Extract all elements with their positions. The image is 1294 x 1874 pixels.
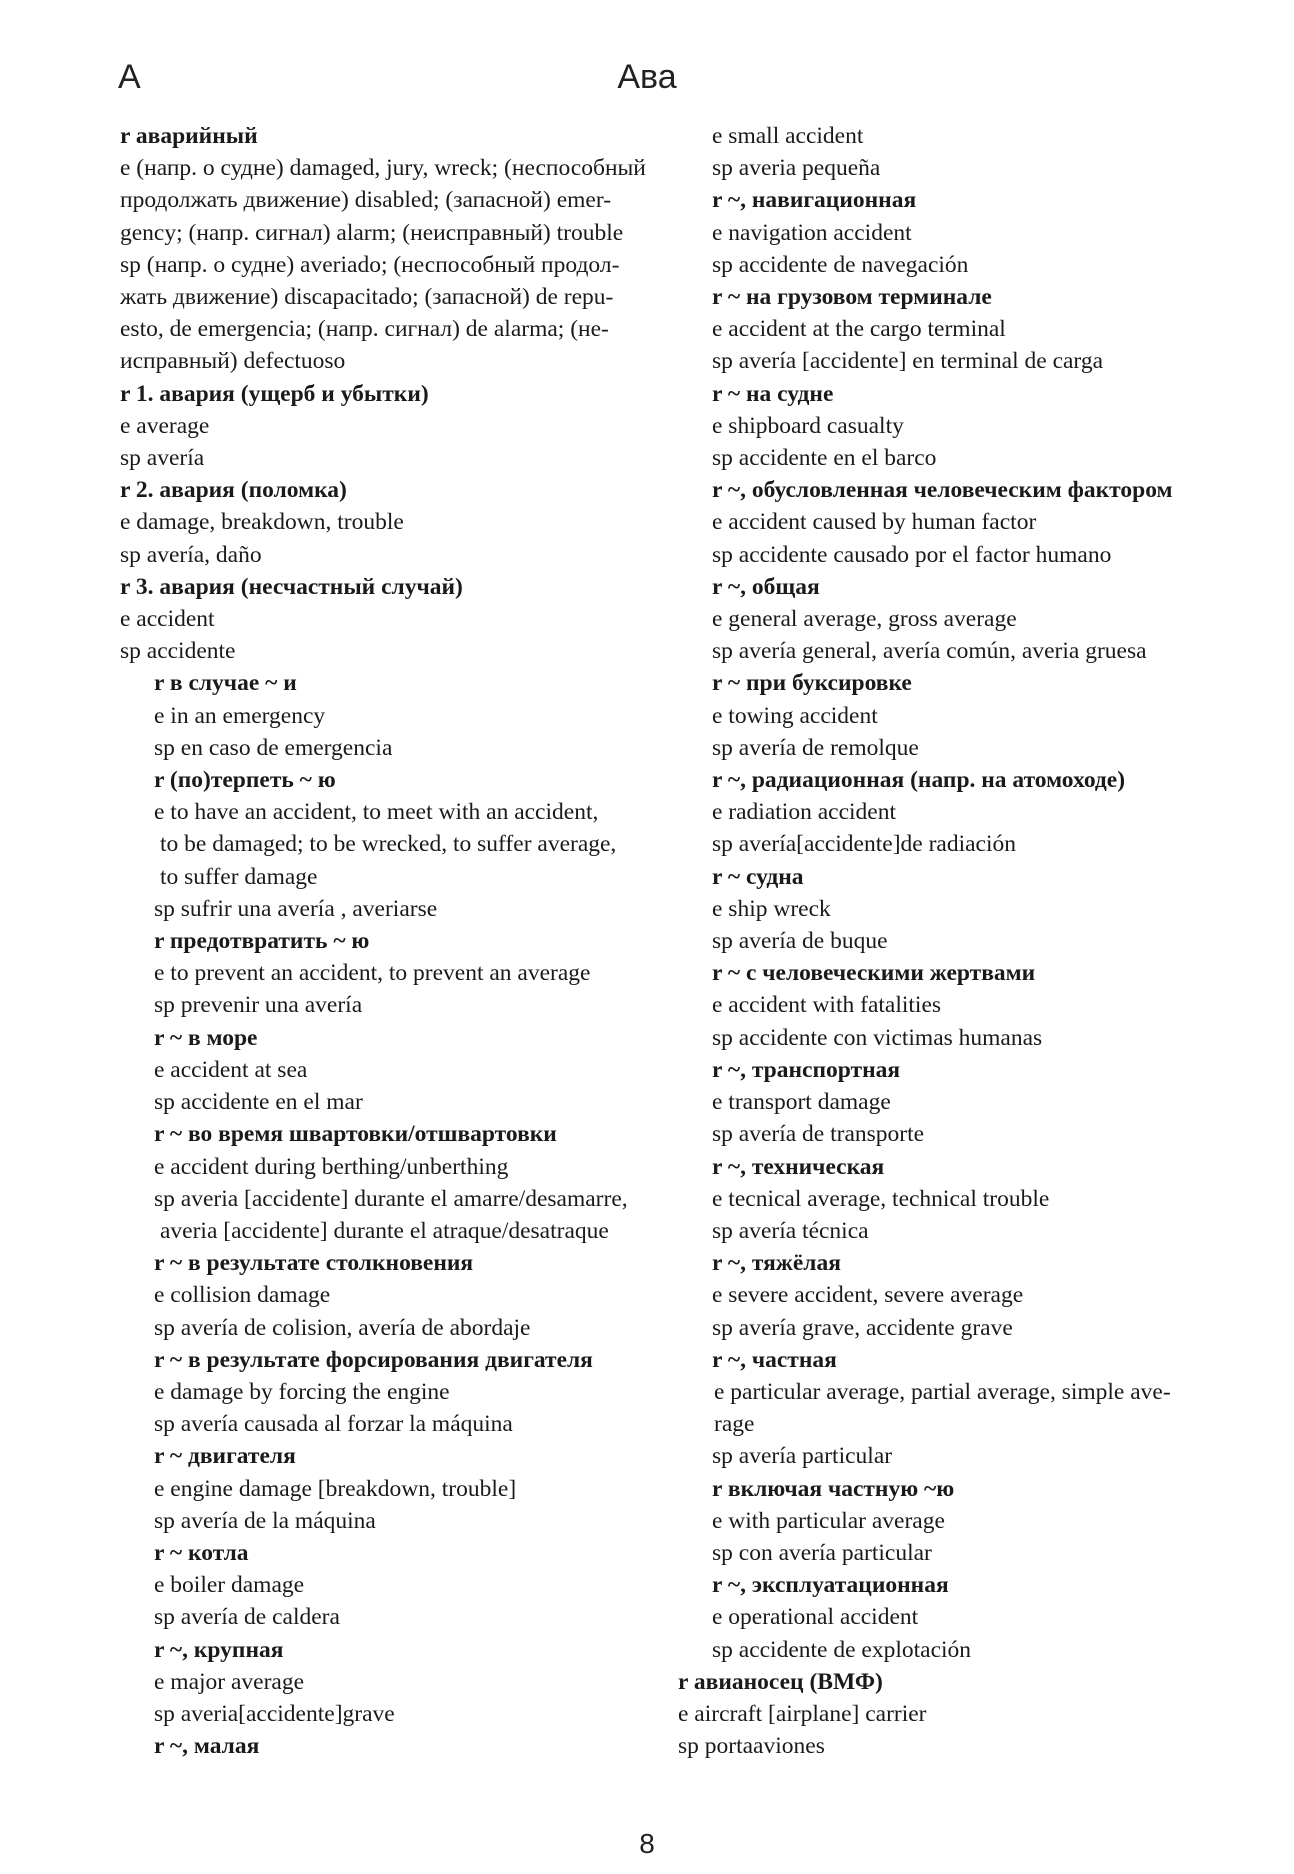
left-entry-line: sp prevenir una avería [154, 992, 363, 1019]
right-entry-line: e shipboard casualty [712, 412, 904, 439]
left-entry-line: sp en caso de emergencia [154, 734, 393, 761]
left-entry-line: e in an emergency [154, 702, 326, 729]
right-entry-line: sp con avería particular [712, 1539, 932, 1566]
section-letter: А [118, 58, 141, 96]
left-entry-line: r в случае ~ и [154, 670, 297, 697]
right-entry-line: r ~, частная [712, 1346, 837, 1373]
right-entry-line: sp avería de remolque [712, 734, 919, 761]
right-entry-line: sp avería de transporte [712, 1121, 925, 1148]
left-entry-line: r ~ в море [154, 1024, 258, 1051]
left-entry-line: averia [accidente] durante el atraque/desatraque [160, 1217, 609, 1244]
left-entry-line: e damage by forcing the engine [154, 1378, 450, 1405]
right-entry-line: r ~ при буксировке [712, 670, 912, 697]
left-entry-line: e accident during berthing/unberthing [154, 1153, 509, 1180]
right-entry-line: sp accidente de navegación [712, 251, 969, 278]
left-entry-line: e major average [154, 1668, 305, 1695]
right-entry-line: e tecnical average, technical trouble [712, 1185, 1050, 1212]
right-entry-line: sp avería grave, accidente grave [712, 1314, 1013, 1341]
left-entry-line: r 2. авария (поломка) [120, 477, 347, 504]
right-entry-line: r ~, транспортная [712, 1056, 901, 1083]
right-entry-line: sp accidente causado por el factor humano [712, 541, 1112, 568]
right-entry-line: e accident with fatalities [712, 992, 942, 1019]
left-entry-line: e damage, breakdown, trouble [120, 509, 404, 536]
left-entry-line: r ~, малая [154, 1733, 260, 1760]
right-entry-line: sp averia pequeña [712, 155, 881, 182]
right-entry-line: e severe accident, severe average [712, 1282, 1024, 1309]
right-entry-line: r ~, радиационная (напр. на атомоходе) [712, 767, 1126, 794]
right-entry-line: e aircraft [airplane] carrier [678, 1700, 927, 1727]
left-entry-line: жать движение) discapacitado; (запасной) de repu- [120, 284, 614, 311]
left-entry-line: e boiler damage [154, 1572, 305, 1599]
left-entry-line: r 3. авария (несчастный случай) [120, 573, 463, 600]
left-entry-line: sp (напр. о судне) averiado; (неспособный продол- [120, 251, 620, 278]
right-entry-line: sp accidente en el barco [712, 445, 937, 472]
left-entry-line: e accident at sea [154, 1056, 308, 1083]
left-entry-line: r ~, крупная [154, 1636, 284, 1663]
left-entry-line: to suffer damage [160, 863, 318, 890]
right-entry-line: e general average, gross average [712, 606, 1017, 633]
right-entry-line: e particular average, partial average, simple ave- [714, 1378, 1171, 1405]
right-entry-line: e ship wreck [712, 895, 831, 922]
left-entry-line: sp averia[accidente]grave [154, 1700, 395, 1727]
left-entry-line: to be damaged; to be wrecked, to suffer average, [160, 831, 617, 858]
right-entry-line: r авианосец (ВМФ) [678, 1668, 883, 1695]
right-entry-line: sp avería de buque [712, 928, 888, 955]
right-entry-line: sp avería general, avería común, averia gruesa [712, 638, 1147, 665]
right-entry-line: e accident caused by human factor [712, 509, 1037, 536]
left-entry-line: sp avería de la máquina [154, 1507, 376, 1534]
right-entry-line: sp portaaviones [678, 1733, 825, 1760]
left-entry-line: r 1. авария (ущерб и убытки) [120, 380, 429, 407]
left-entry-line: r ~ в результате столкновения [154, 1250, 474, 1277]
left-entry-line: esto, de emergencia; (напр. сигнал) de alarma; (не- [120, 316, 609, 343]
right-entry-line: r ~ на судне [712, 380, 834, 407]
right-entry-line: r включая частную ~ю [712, 1475, 955, 1502]
right-entry-line: e operational accident [712, 1604, 919, 1631]
left-entry-line: sp sufrir una avería , averiarse [154, 895, 438, 922]
right-entry-line: r ~ на грузовом терминале [712, 284, 992, 311]
left-entry-line: gency; (напр. сигнал) alarm; (неисправный) trouble [120, 219, 624, 246]
right-entry-line: e small accident [712, 123, 864, 149]
left-entry-line: r (по)терпеть ~ ю [154, 767, 336, 794]
left-entry-line: r ~ во время швартовки/отшвартовки [154, 1121, 557, 1148]
left-entry-line: e engine damage [breakdown, trouble] [154, 1475, 517, 1502]
left-entry-line: e to prevent an accident, to prevent an average [154, 960, 591, 987]
right-entry-line: rage [714, 1411, 755, 1438]
left-entry-line: sp avería, daño [120, 541, 262, 568]
page-number: 8 [639, 1828, 655, 1859]
right-entry-line: sp accidente con victimas humanas [712, 1024, 1043, 1051]
right-entry-line: sp accidente de explotación [712, 1636, 972, 1663]
left-entry-line: r ~ в результате форсирования двигателя [154, 1346, 593, 1373]
right-entry-line: r ~, техническая [712, 1153, 885, 1180]
left-entry-line: e to have an accident, to meet with an accident, [154, 799, 599, 826]
left-entry-line: sp avería de colision, avería de abordaje [154, 1314, 531, 1341]
right-entry-line: r ~, эксплуатационная [712, 1572, 949, 1599]
left-entry-line: исправный) defectuoso [120, 348, 346, 375]
right-entry-line: sp avería particular [712, 1443, 893, 1470]
left-entry-line: sp avería de caldera [154, 1604, 340, 1631]
left-entry-line: продолжать движение) disabled; (запасной) emer- [120, 187, 612, 214]
left-entry-line: sp accidente en el mar [154, 1089, 363, 1116]
left-entry-line: r ~ двигателя [154, 1443, 296, 1470]
right-entry-line: sp avería técnica [712, 1217, 869, 1244]
left-entry-line: sp avería [120, 445, 205, 472]
right-entry-line: r ~, навигационная [712, 187, 917, 214]
right-entry-line: e accident at the cargo terminal [712, 316, 1006, 343]
left-entry-line: e collision damage [154, 1282, 331, 1309]
left-entry-line: e (напр. о судне) damaged, jury, wreck; (неспособный [120, 155, 646, 182]
right-entry-line: r ~, тяжёлая [712, 1250, 841, 1277]
left-entry-line: r предотвратить ~ ю [154, 928, 370, 955]
left-entry-line: sp averia [accidente] durante el amarre/desamarre, [154, 1185, 628, 1212]
right-entry-line: e towing accident [712, 702, 878, 729]
right-entry-line: e radiation accident [712, 799, 896, 826]
left-entry-line: e average [120, 412, 210, 439]
right-entry-line: r ~, общая [712, 573, 820, 600]
right-entry-line: e navigation accident [712, 219, 912, 246]
left-column [120, 120, 660, 1762]
right-entry-line: sp avería[accidente]de radiación [712, 831, 1017, 858]
guide-word: Ава [617, 58, 677, 96]
right-entry-line: r ~, обусловленная человеческим фактором [712, 477, 1173, 504]
right-entry-line: sp avería [accidente] en terminal de carga [712, 348, 1104, 375]
right-entry-line: e transport damage [712, 1089, 891, 1116]
left-entry-line: r ~ котла [154, 1539, 249, 1566]
left-entry-line: e accident [120, 606, 215, 633]
right-entry-line: e with particular average [712, 1507, 945, 1534]
right-entry-line: r ~ с человеческими жертвами [712, 960, 1036, 987]
left-entry-line: sp avería causada al forzar la máquina [154, 1411, 513, 1438]
right-entry-line: r ~ судна [712, 863, 804, 890]
left-entry-line: sp accidente [120, 638, 236, 665]
left-entry-line: r аварийный [120, 123, 258, 149]
right-column [678, 120, 1238, 1762]
